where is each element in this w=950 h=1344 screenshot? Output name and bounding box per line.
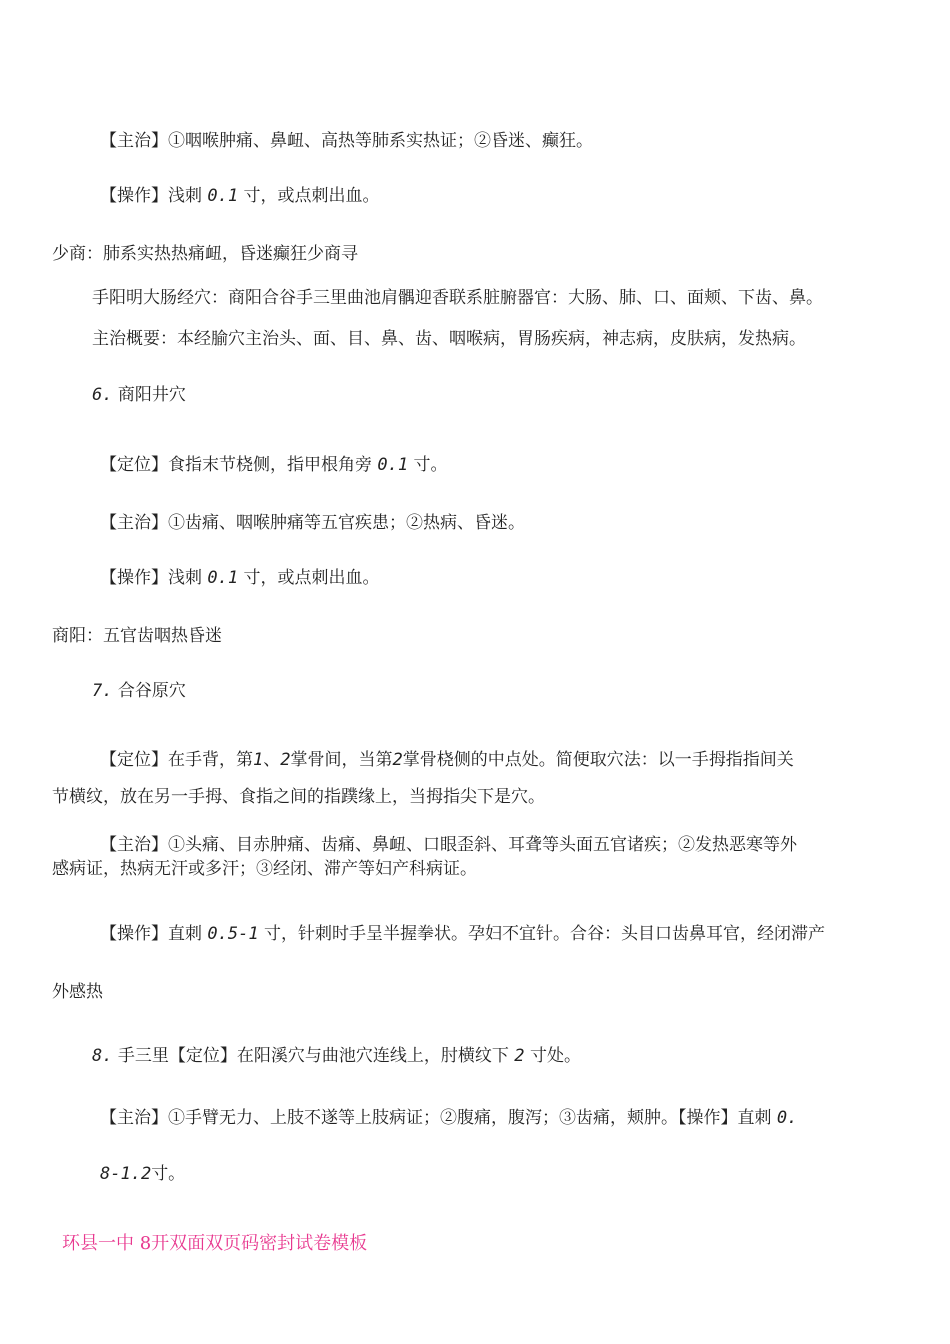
zhuzhi-line-7: 【主治】①头痛、目赤肿痛、齿痛、鼻衄、口眼歪斜、耳聋等头面五官诸疾；②发热恶寒等外 [100, 835, 797, 855]
section-7-heading: 7. 合谷原穴 [92, 681, 186, 701]
zhuzhi-line-6: 【主治】①齿痛、咽喉肿痛等五官疾患；②热病、昏迷。 [100, 513, 525, 533]
dingwei-line-6: 【定位】食指末节桡侧，指甲根角旁 0.1 寸。 [100, 455, 448, 475]
caozuo-line-7: 【操作】直刺 0.5-1 寸，针刺时手呈半握拳状。孕妇不宜针。合谷：头目口齿鼻耳官，经闭滞产 [100, 924, 825, 944]
zhuzhi-line-1: 【主治】①咽喉肿痛、鼻衄、高热等肺系实热证；②昏迷、癫狂。 [100, 131, 593, 151]
zhuzhi-line-8: 【主治】①手臂无力、上肢不遂等上肢病证；②腹痛，腹泻；③齿痛，颊肿。【操作】直刺 0. [100, 1108, 798, 1128]
section-8-heading: 8. 手三里【定位】在阳溪穴与曲池穴连线上，肘横纹下 2 寸处。 [92, 1046, 581, 1066]
caozuo-line-1: 【操作】浅刺 0.1 寸，或点刺出血。 [100, 186, 380, 206]
hegu-mnemonic-cont: 外感热 [52, 982, 103, 1002]
caozuo-line-6: 【操作】浅刺 0.1 寸，或点刺出血。 [100, 568, 380, 588]
meridian-intro: 手阳明大肠经穴：商阳合谷手三里曲池肩髃迎香联系脏腑器官：大肠、肺、口、面颊、下齿、鼻。 [92, 288, 823, 308]
dingwei-line-7-cont: 节横纹，放在另一手拇、食指之间的指蹼缘上，当拇指尖下是穴。 [52, 787, 545, 807]
shaoshang-mnemonic: 少商：肺系实热热痛衄，昏迷癫狂少商寻 [52, 244, 358, 264]
caozuo-line-8-cont: 8-1.2寸。 [100, 1164, 186, 1184]
zhuzhi-line-7-cont: 感病证，热病无汗或多汗；③经闭、滞产等妇产科病证。 [52, 859, 477, 879]
main-indications-overview: 主治概要：本经腧穴主治头、面、目、鼻、齿、咽喉病，胃肠疾病，神志病，皮肤病，发热病。 [92, 329, 806, 349]
dingwei-line-7: 【定位】在手背，第1、2掌骨间，当第2掌骨桡侧的中点处。简便取穴法：以一手拇指指间关 [100, 750, 794, 770]
shangyang-mnemonic: 商阳：五官齿咽热昏迷 [52, 626, 222, 646]
footer-template-note: 环县一中 8开双面双页码密封试卷模板 [62, 1233, 368, 1254]
section-6-heading: 6. 商阳井穴 [92, 385, 186, 405]
